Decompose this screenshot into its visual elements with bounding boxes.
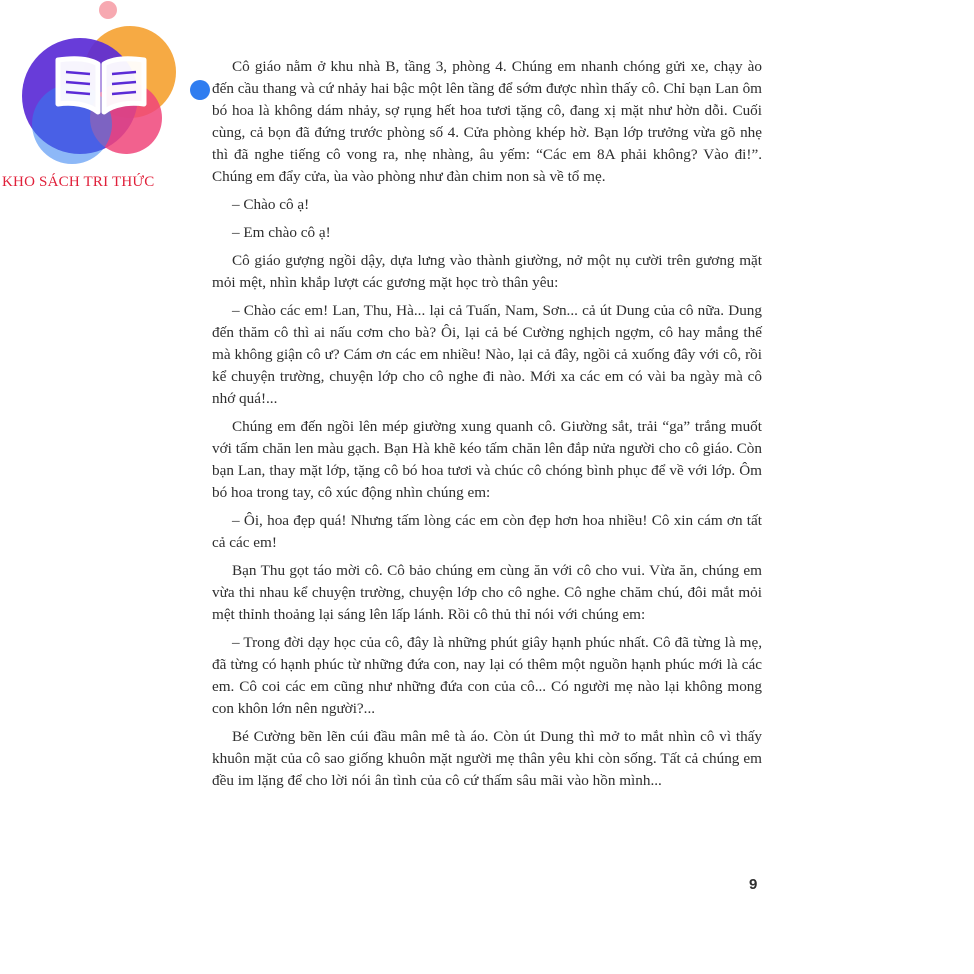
logo-text: KHO SÁCH TRI THỨC xyxy=(2,174,155,190)
paragraph: Bạn Thu gọt táo mời cô. Cô bảo chúng em cùng ăn với cô cho vui. Vừa ăn, chúng em vừa thi nhau kể chuyện trường, chuyện lớp cho cô nghe. Cô nghe chăm chú, đôi mắt mỏi mệt thỉnh thoảng lại sáng lên lấp lánh. Rồi cô thủ thỉ nói với chúng em: xyxy=(212,562,762,623)
dialog-line: – Chào các em! Lan, Thu, Hà... lại cả Tuấn, Nam, Sơn... cả út Dung của cô nữa. Dung đến thăm cô thì ai nấu cơm cho bà? Ôi, lại cả bé Cường nghịch ngợm, cô hay mắng thế mà không giận cô ư? Cám ơn các em nhiều! Nào, lại cả đây, ngồi cả xuống đây với cô, rồi kể chuyện trường, chuyện lớp cho cô nghe đi nào. Mới xa các em có vài ba ngày mà cô nhớ quá!... xyxy=(212,302,762,407)
paragraph: Cô giáo nằm ở khu nhà B, tầng 3, phòng 4. Chúng em nhanh chóng gửi xe, chạy ào đến cầu thang và cứ nhảy hai bậc một lên tầng để sớm được nhìn thấy cô. Chỉ bạn Lan ôm bó hoa là không dám nhảy, sợ rụng hết hoa tươi tặng cô, đang xị mặt như hờn dỗi. Cuối cùng, cả bọn đã đứng trước phòng số 4. Cửa phòng khép hờ. Bạn lớp trưởng vừa gõ nhẹ thì đã nghe tiếng cô vong ra, nhẹ nhàng, âu yếm: “Các em 8A phải không? Vào đi!”. Chúng em đẩy cửa, ùa vào phòng như đàn chim non sà về tổ mẹ. xyxy=(212,58,762,185)
paragraph: Bé Cường bẽn lẽn cúi đầu mân mê tà áo. Còn út Dung thì mở to mắt nhìn cô vì thấy khuôn mặt của cô sao giống khuôn mặt người mẹ thân yêu khi còn sống. Tất cả chúng em đều im lặng để cho lời nói ân tình của cô cứ thấm sâu mãi vào hồn mình... xyxy=(212,728,762,789)
page-number: 9 xyxy=(749,876,758,893)
paragraph: Chúng em đến ngồi lên mép giường xung quanh cô. Giường sắt, trải “ga” trắng muốt với tấm chăn len màu gạch. Bạn Hà khẽ kéo tấm chăn lên đắp nửa người cho cô giáo. Còn bạn Lan, thay mặt lớp, tặng cô bó hoa tươi và chúc cô chóng bình phục để về với lớp. Ôm bó hoa trong tay, cô xúc động nhìn chúng em: xyxy=(212,418,762,501)
dialog-line: – Em chào cô ạ! xyxy=(232,224,331,241)
dialog-line: – Ôi, hoa đẹp quá! Nhưng tấm lòng các em còn đẹp hơn hoa nhiều! Cô xin cám ơn tất cả các em! xyxy=(212,512,762,551)
logo-dot-pink xyxy=(99,1,117,19)
brand-logo xyxy=(0,0,220,200)
paragraph: Cô giáo gượng ngồi dậy, dựa lưng vào thành giường, nở một nụ cười trên gương mặt mỏi mệt, nhìn khắp lượt các gương mặt học trò thân yêu: xyxy=(212,252,762,291)
logo-graphic xyxy=(0,0,220,190)
book-page-body xyxy=(212,56,762,798)
dialog-line: – Trong đời dạy học của cô, đây là những phút giây hạnh phúc nhất. Cô đã từng là mẹ, đã từng có hạnh phúc từ những đứa con, nay lại có thêm một nguồn hạnh phúc mới là các em. Cô coi các em cũng như những đứa con của cô... Có người mẹ nào lại không mong con khôn lớn nên người?... xyxy=(212,634,762,717)
dialog-line: – Chào cô ạ! xyxy=(232,196,310,213)
logo-dot-blue xyxy=(190,80,210,100)
